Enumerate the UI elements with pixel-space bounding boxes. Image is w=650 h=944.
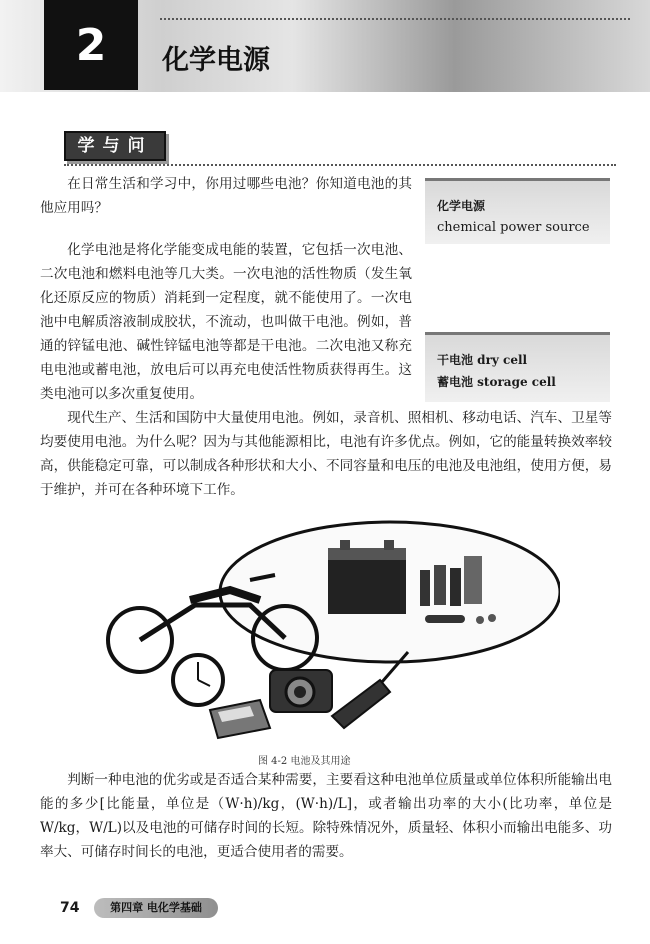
header-dotted-rule [160, 18, 630, 20]
chapter-tag: 第四章 电化学基础 [94, 898, 218, 918]
glossary-sidebar-cells [425, 332, 610, 402]
glossary-sidebar-chemical-power [425, 178, 610, 244]
section-title: 化学电源 [162, 45, 270, 76]
paragraph-battery-criteria: 判断一种电池的优劣或是否适合某种需要，主要看这种电池单位质量或单位体积所能输出电能的多少[比能量，单位是（W·h)/kg，(W·h)/L]，或者输出功率的大小(比功率，单位是W/kg，W/L)以及电池的可储存时间的长短。除特殊情况外，质量轻、体积小而输出电能多、功率大、可储存时间长的电池，更适合使用者的需要。 [40, 772, 612, 860]
paragraph-battery-uses: 现代生产、生活和国防中大量使用电池。例如，录音机、照相机、移动电话、汽车、卫星等均要使用电池。为什么呢？因为与其他能源相比，电池有许多优点。例如，它的能量转换效率较高，供能稳定可靠，可以制成各种形状和大小、不同容量和电压的电池及电池组，使用方便，易于维护，并可在各种环境下工作。 [40, 410, 612, 498]
car-battery-icon [328, 540, 406, 614]
dotted-rule [64, 164, 616, 166]
camera-icon [270, 670, 332, 712]
glossary-term-zh: 化学电源 [437, 199, 486, 213]
glossary-term-en: chemical power source [437, 220, 590, 235]
paragraph-battery-types: 化学电池是将化学能变成电能的装置，它包括一次电池、二次电池和燃料电池等几大类。一次电池的活性物质（发生氧化还原反应的物质）消耗到一定程度，就不能使用了。一次电池中电解质溶液制成胶状，不流动，也叫做干电池。例如，普通的锌锰电池、碱性锌锰电池等都是干电池。二次电池又称充电电池或蓄电池，放电后可以再充电使活性物质获得再生。这类电池可以多次重复使用。 [40, 242, 412, 402]
glossary-line-dry-cell: 干电池 dry cell [437, 353, 528, 367]
clock-icon [173, 655, 223, 705]
chapter-number: 2 [44, 0, 138, 90]
mobile-phone-icon [332, 652, 408, 728]
battery-uses-illustration [100, 520, 560, 745]
paragraph-question: 在日常生活和学习中，你用过哪些电池？你知道电池的其他应用吗？ [40, 176, 412, 216]
glossary-line-storage-cell: 蓄电池 storage cell [437, 375, 556, 389]
learn-ask-label: 学与问 [64, 131, 166, 161]
calculator-icon [210, 700, 270, 738]
figure-caption: 图 4-2 电池及其用途 [258, 756, 351, 767]
page-number: 74 [60, 900, 80, 916]
